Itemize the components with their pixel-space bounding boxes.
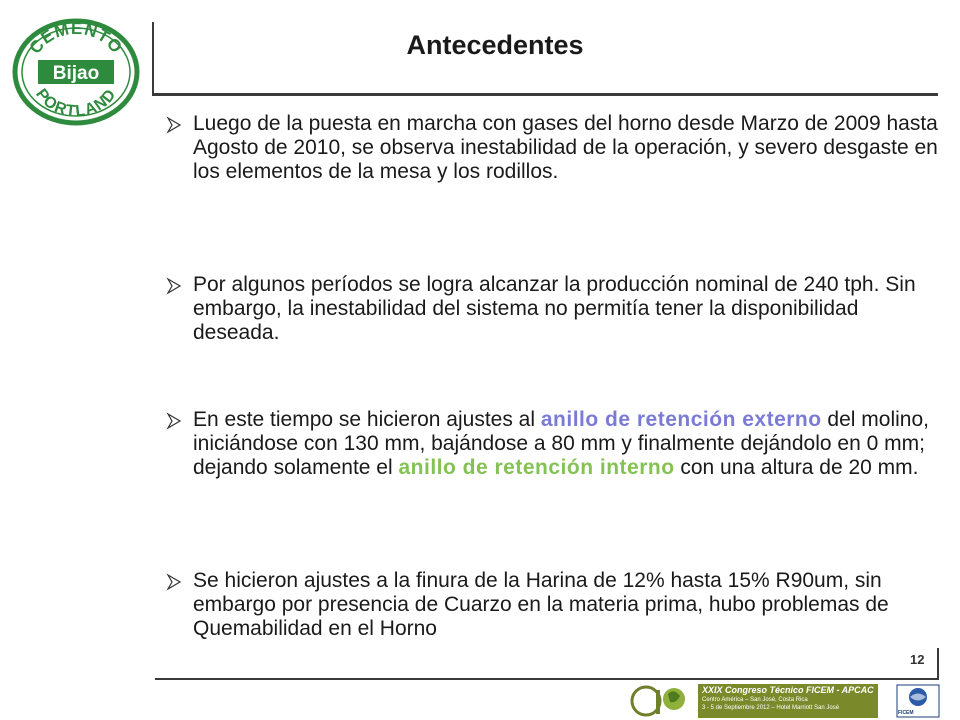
- footer-horizontal-rule: [155, 678, 939, 680]
- ficem-label: FICEM: [898, 710, 914, 716]
- bullet-text: [193, 408, 938, 480]
- arrow-bullet-icon: [165, 573, 183, 591]
- page-number: 12: [910, 652, 925, 667]
- highlight-external-ring: anillo de retención externo: [540, 408, 822, 431]
- bullet-text-part: del molino, iniciándose con 130 mm, bajándose a 80 mm y finalmente dejándolo en 0 mm; dejando solamente el: [193, 408, 929, 479]
- banner-title: XXIX Congreso Técnico FICEM - APCAC: [702, 685, 874, 695]
- arrow-bullet-icon: [165, 412, 183, 430]
- banner-dates: 3 - 5 de Septiembre 2012 – Hotel Marriott San José: [702, 705, 840, 711]
- slide-title: Antecedentes: [406, 30, 584, 60]
- conference-footer: [628, 682, 958, 720]
- bullet-text: Luego de la puesta en marcha con gases del horno desde Marzo de 2009 hasta Agosto de 2010, se observa inestabilidad de la operación, y severo desgaste en los elementos de la mesa y los rodillos.: [193, 112, 938, 183]
- cemento-bijao-logo: [12, 18, 140, 126]
- bullet-text: Por algunos períodos se logra alcanzar la producción nominal de 240 tph. Sin embargo, la inestabilidad del sistema no permitía tener la disponibilidad deseada.: [193, 273, 916, 344]
- highlight-internal-ring: anillo de retención interno: [398, 456, 675, 479]
- logo-center-text: Bijao: [52, 63, 100, 84]
- logo-top-text: CEMENTO: [25, 18, 127, 58]
- bullet-text-part: con una altura de 20 mm.: [674, 456, 919, 479]
- bullet-text: Se hicieron ajustes a la finura de la Harina de 12% hasta 15% R90um, sin embargo por presencia de Cuarzo en la materia prima, hubo problemas de Quemabilidad en el Horno: [193, 569, 889, 640]
- arrow-bullet-icon: [165, 277, 183, 295]
- header-vertical-rule: [152, 22, 154, 94]
- cti-logo-icon: [628, 684, 694, 718]
- bullet-text-part: En este tiempo se hicieron ajustes al: [193, 408, 541, 431]
- header-horizontal-rule: [152, 93, 938, 96]
- logo-bottom-text: PORTLAND: [32, 85, 120, 121]
- footer-vertical-rule: [937, 648, 939, 680]
- arrow-bullet-icon: [165, 116, 183, 134]
- banner-location: Centro América – San José, Costa Rica: [702, 697, 808, 703]
